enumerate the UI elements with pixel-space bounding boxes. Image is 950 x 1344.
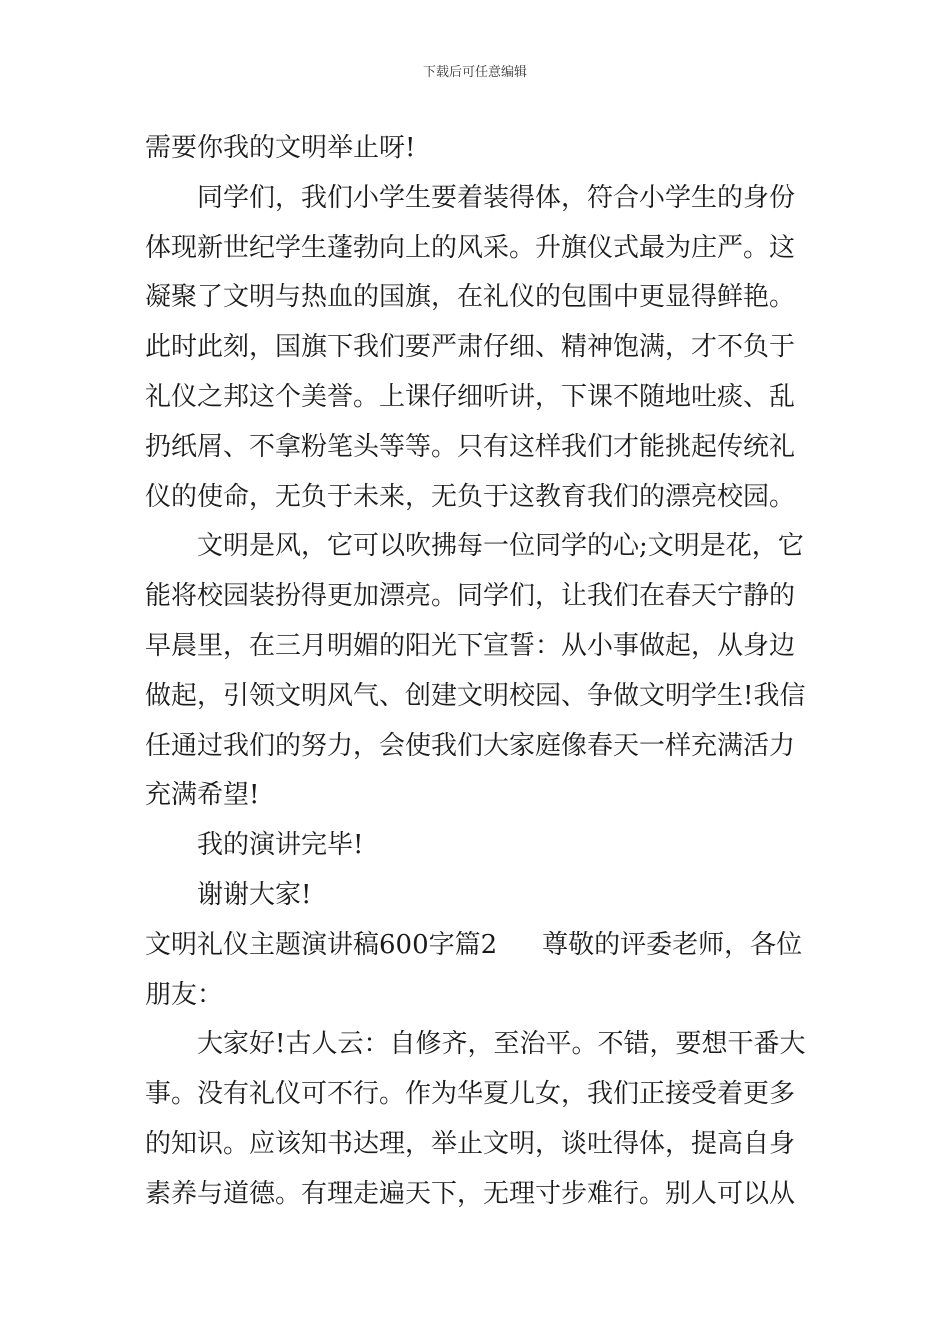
text-line: 需要你我的文明举止呀! [145,133,416,163]
text-line: 充满希望! [145,780,260,811]
text-line: 仪的使命，无负于未来，无负于这教育我们的漂亮校园。 [145,481,796,512]
text-line: 能将校园装扮得更加漂亮。同学们，让我们在春天宁静的 [145,581,796,612]
text-line: 的知识。应该知书达理，举止文明，谈吐得体，提高自身 [145,1128,796,1159]
text-line: 谢谢大家! [197,879,312,910]
text-run: 尊敬的评委老师，各位 [542,929,803,960]
text-line: 事。没有礼仪可不行。作为华夏儿女，我们正接受着更多 [145,1079,796,1110]
section-title: 文明礼仪主题演讲稿600字篇2 [145,929,498,960]
section-heading-line [145,921,810,971]
text-line: 我的演讲完毕! [197,830,364,861]
text-line: 做起，引领文明风气、创建文明校园、争做文明学生!我信 [145,680,806,711]
text-line: 文明是风，它可以吹拂每一位同学的心;文明是花，它 [197,531,804,562]
text-line: 此时此刻，国旗下我们要严肃仔细、精神饱满，才不负于 [145,332,796,363]
text-line: 体现新世纪学生蓬勃向上的风采。升旗仪式最为庄严。这 [145,232,796,263]
text-line: 素养与道德。有理走遍天下，无理寸步难行。别人可以从 [145,1178,796,1209]
text-line: 同学们，我们小学生要着装得体，符合小学生的身份 [197,182,796,213]
text-line: 扔纸屑、不拿粉笔头等等。只有这样我们才能挑起传统礼 [145,431,796,462]
text-line: 凝聚了文明与热血的国旗，在礼仪的包围中更显得鲜艳。 [145,282,796,313]
text-line: 礼仪之邦这个美誉。上课仔细听讲，下课不随地吐痰、乱 [145,381,796,412]
text-line: 任通过我们的努力，会使我们大家庭像春天一样充满活力 [145,730,796,761]
document-body [145,124,810,1220]
text-line: 朋友： [145,979,224,1010]
text-line: 早晨里，在三月明媚的阳光下宣誓：从小事做起，从身边 [145,630,796,661]
text-line: 大家好!古人云：自修齐，至治平。不错，要想干番大 [197,1029,806,1060]
page-header: 下载后可任意编辑 [422,65,527,80]
